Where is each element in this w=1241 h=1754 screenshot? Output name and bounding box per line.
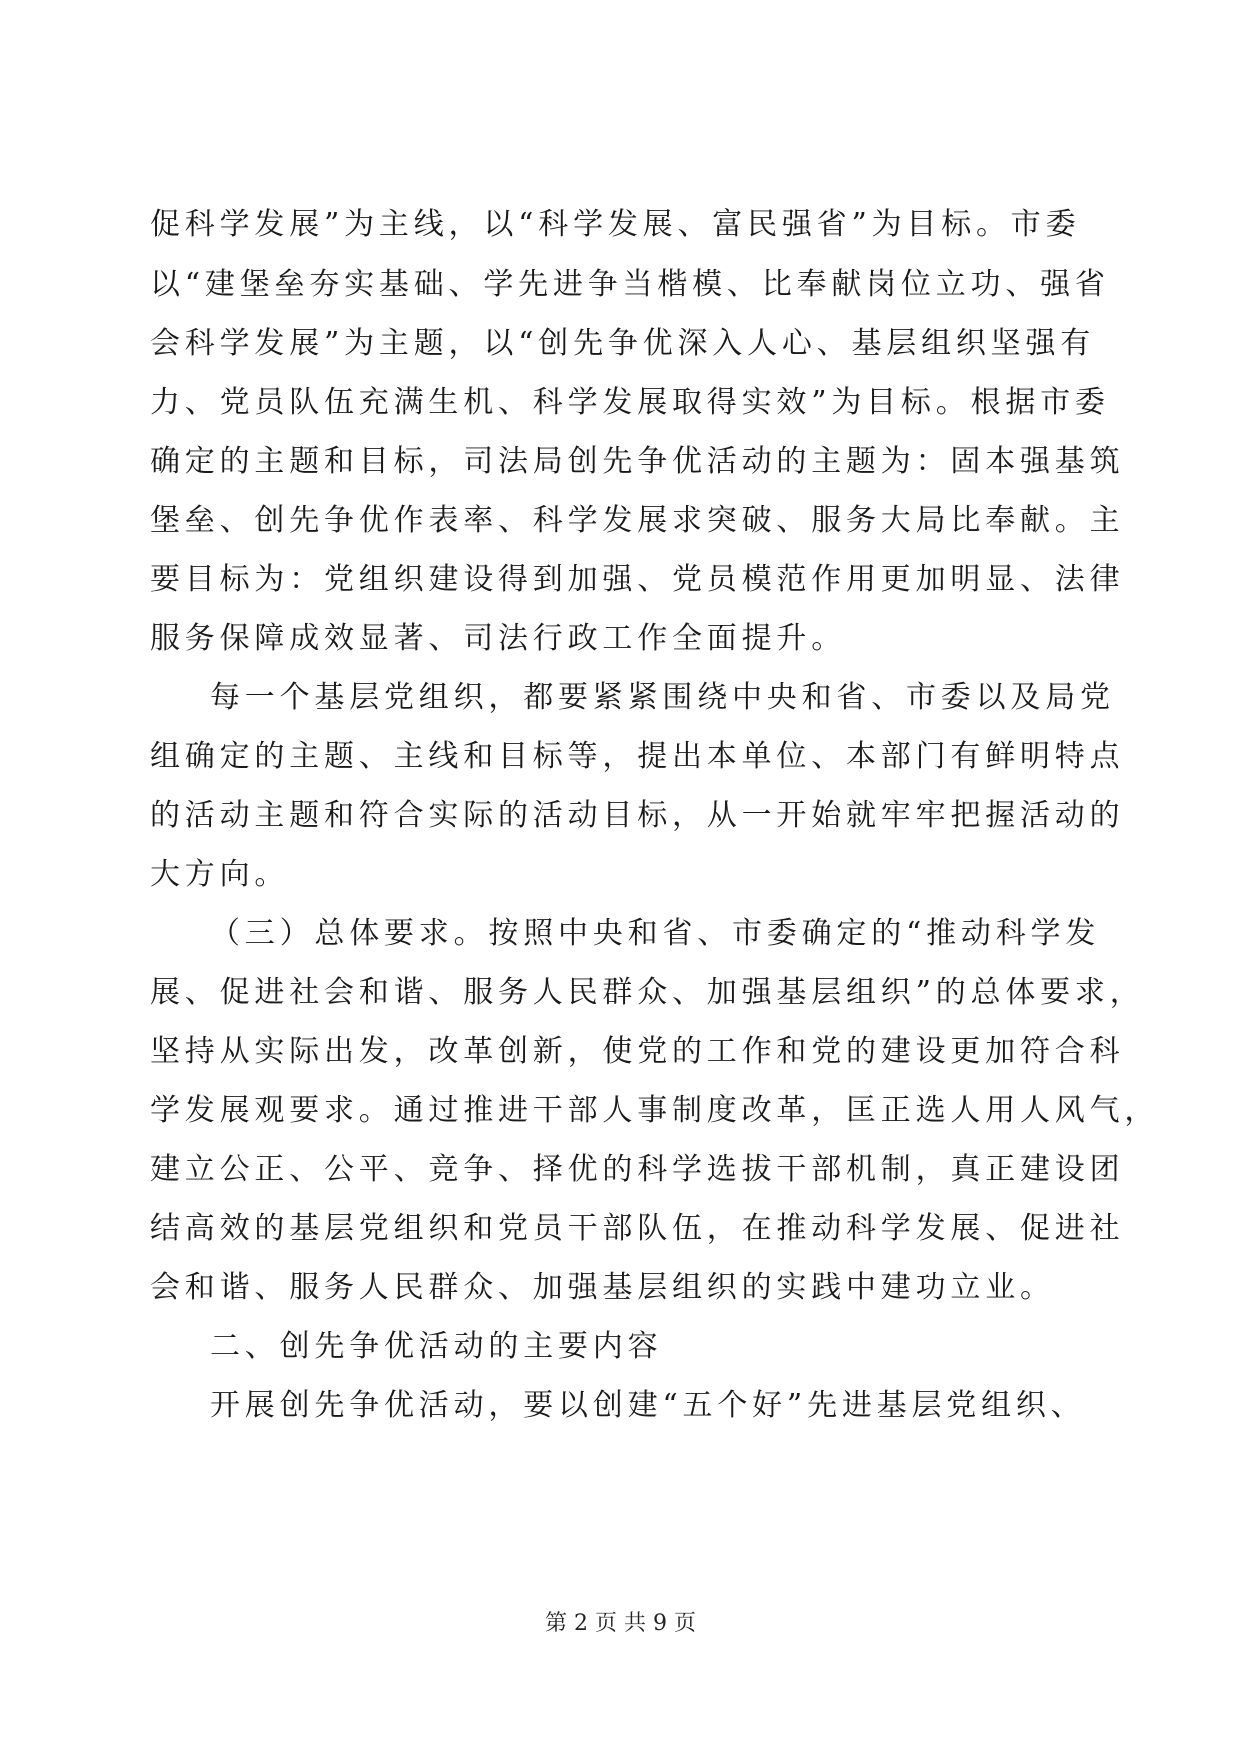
paragraph-first-line: 开展创先争优活动，要以创建“五个好”先进基层党组织、 [210, 1388, 1086, 1423]
body-line: 要目标为：党组织建设得到加强、党员模范作用更加明显、法律 [150, 562, 1125, 597]
body-line: 展、促进社会和谐、服务人民群众、加强基层组织”的总体要求， [150, 975, 1145, 1010]
body-line: 大方向。 [150, 857, 290, 892]
section-heading: 二、创先争优活动的主要内容 [210, 1329, 663, 1364]
body-line: 服务保障成效显著、司法行政工作全面提升。 [150, 621, 846, 656]
body-line: 促科学发展”为主线，以“科学发展、富民强省”为目标。市委 [150, 207, 1081, 242]
body-line: 组确定的主题、主线和目标等，提出本单位、本部门有鲜明特点 [150, 739, 1125, 774]
body-line: 力、党员队伍充满生机、科学发展取得实效”为目标。根据市委 [150, 385, 1110, 420]
body-line: 以“建堡垒夯实基础、学先进争当楷模、比奉献岗位立功、强省 [150, 267, 1110, 302]
body-line: 会和谐、服务人民群众、加强基层组织的实践中建功立业。 [150, 1270, 1055, 1305]
body-line: 结高效的基层党组织和党员干部队伍，在推动科学发展、促进社 [150, 1211, 1125, 1246]
body-line: 坚持从实际出发，改革创新，使党的工作和党的建设更加符合科 [150, 1034, 1125, 1069]
paragraph-first-line: 每一个基层党组织，都要紧紧围绕中央和省、市委以及局党 [210, 680, 1115, 715]
body-line: 学发展观要求。通过推进干部人事制度改革，匡正选人用人风气， [150, 1093, 1160, 1128]
body-line: 会科学发展”为主题，以“创先争优深入人心、基层组织坚强有 [150, 326, 1096, 361]
page-footer: 第 2 页 共 9 页 [545, 1611, 696, 1636]
body-line: 的活动主题和符合实际的活动目标，从一开始就牢牢把握活动的 [150, 798, 1125, 833]
body-line: 确定的主题和目标，司法局创先争优活动的主题为：固本强基筑 [150, 444, 1125, 479]
paragraph-first-line: （三）总体要求。按照中央和省、市委确定的“推动科学发 [210, 916, 1101, 951]
body-line: 堡垒、创先争优作表率、科学发展求突破、服务大局比奉献。主 [150, 503, 1125, 538]
body-line: 建立公正、公平、竞争、择优的科学选拔干部机制，真正建设团 [150, 1152, 1125, 1187]
